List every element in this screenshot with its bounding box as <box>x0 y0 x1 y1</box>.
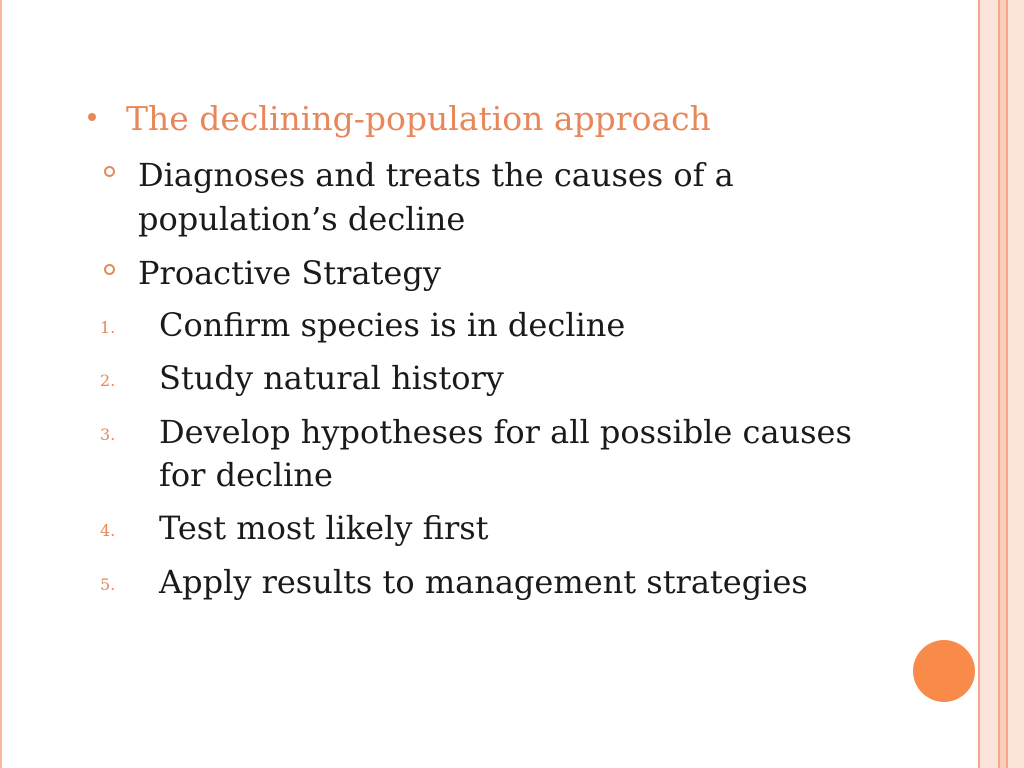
heading-text: The declining-population approach <box>126 99 711 138</box>
step-number: 5. <box>100 575 116 594</box>
step-text: Test most likely first <box>159 509 489 547</box>
bullet-text: Diagnoses and treats the causes of a population’s decline <box>138 156 734 238</box>
stripe-band <box>980 0 998 768</box>
step-number: 3. <box>100 425 116 444</box>
decorative-circle <box>913 640 975 702</box>
decorative-stripes <box>978 0 1024 768</box>
step-number: 4. <box>100 521 116 540</box>
bullet-text: Proactive Strategy <box>138 254 441 292</box>
bullet-dot-icon <box>88 113 96 121</box>
step-text: Develop hypotheses for all possible causes for decline <box>159 413 852 494</box>
step-number: 1. <box>100 318 116 337</box>
step-text: Confirm species is in decline <box>159 306 626 344</box>
stripe-band <box>1008 0 1024 768</box>
bullet-ring-icon <box>104 166 115 177</box>
step-number: 2. <box>100 371 116 390</box>
step-text: Apply results to management strategies <box>159 563 808 601</box>
step-text: Study natural history <box>159 359 504 397</box>
bullet-ring-icon <box>104 264 115 275</box>
